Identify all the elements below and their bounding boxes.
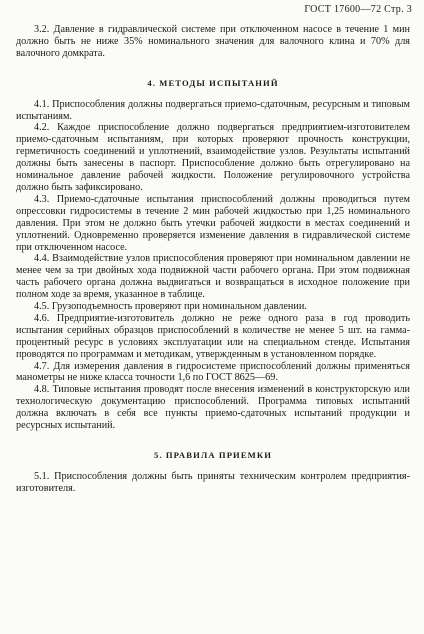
paragraph-4-6: 4.6. Предприятие-изготовитель должно не реже одного раза в год проводить испытания серийных образцов приспособлений в количестве не менее 5 шт. на гамма-процентный ресурс в условиях эксплуатации или на специальном стенде. Испытания проводятся по программам и методикам, утвержденным в установленном порядке. [16,312,410,360]
paragraph-4-3: 4.3. Приемо-сдаточные испытания приспособлений должны проводиться путем опрессовки гидросистемы в течение 2 мин рабочей жидкостью при 1,25 номинального давления. При этом не должно быть утечки рабочей жидкости в местах соединений и уплотнений. Одновременно проверяется изменение давления в гидравлической системе при отключенном насосе. [16,193,410,253]
section-title-methods: 4. МЕТОДЫ ИСПЫТАНИЙ [147,77,279,88]
paragraph-4-1: 4.1. Приспособления должны подвергаться приемо-сдаточным, ресурсным и типовым испытаниям. [16,98,410,122]
section-title-acceptance: 5. ПРАВИЛА ПРИЕМКИ [154,450,272,460]
paragraph-4-4: 4.4. Взаимодействие узлов приспособления проверяют при номинальном давлении не менее чем за три двойных хода подвижной части рабочего органа. При этом подвижная часть рабочего органа должна выдвигаться и возвращаться в исходное положение при полном ходе за время, указанное в таблице. [16,253,410,301]
paragraph-4-5: 4.5. Грузоподъемность проверяют при номинальном давлении. [34,301,307,313]
paragraph-4-2: 4.2. Каждое приспособление должно подвергаться предприятием-изготовителем приемо-сдаточным испытаниям, при которых проверяют прочность конструкции, герметичность соединений и уплотнений, взаимодействие узлов. Результаты испытаний должны быть занесены в паспорт. Приспособление должно быть отрегулировано на номинальное давление рабочей жидкости. Положение регулировочного устройства должно быть зафиксировано. [16,122,410,193]
paragraph-5-1: 5.1. Приспособления должны быть приняты техническим контролем предприятия-изготовителя. [16,470,410,494]
paragraph-4-8: 4.8. Типовые испытания проводят после внесения изменений в конструкторскую или технологическую документацию приспособлений. Программа типовых испытаний должна включать в себя все пункты приемо-сдаточных испытаний продукции и ресурсных испытаний. [16,384,410,432]
paragraph-3-2: 3.2. Давление в гидравлической системе при отключенном насосе в течение 1 мин должно быть не ниже 35% номинального значения для валочного клина и 70% для валочного домкрата. [16,24,410,59]
paragraph-4-7: 4.7. Для измерения давления в гидросистеме приспособлений должны применяться манометры не ниже класса точности 1,6 по ГОСТ 8625—69. [16,360,410,384]
page-header: ГОСТ 17600—72 Стр. 3 [304,4,412,15]
document-body [16,24,410,495]
